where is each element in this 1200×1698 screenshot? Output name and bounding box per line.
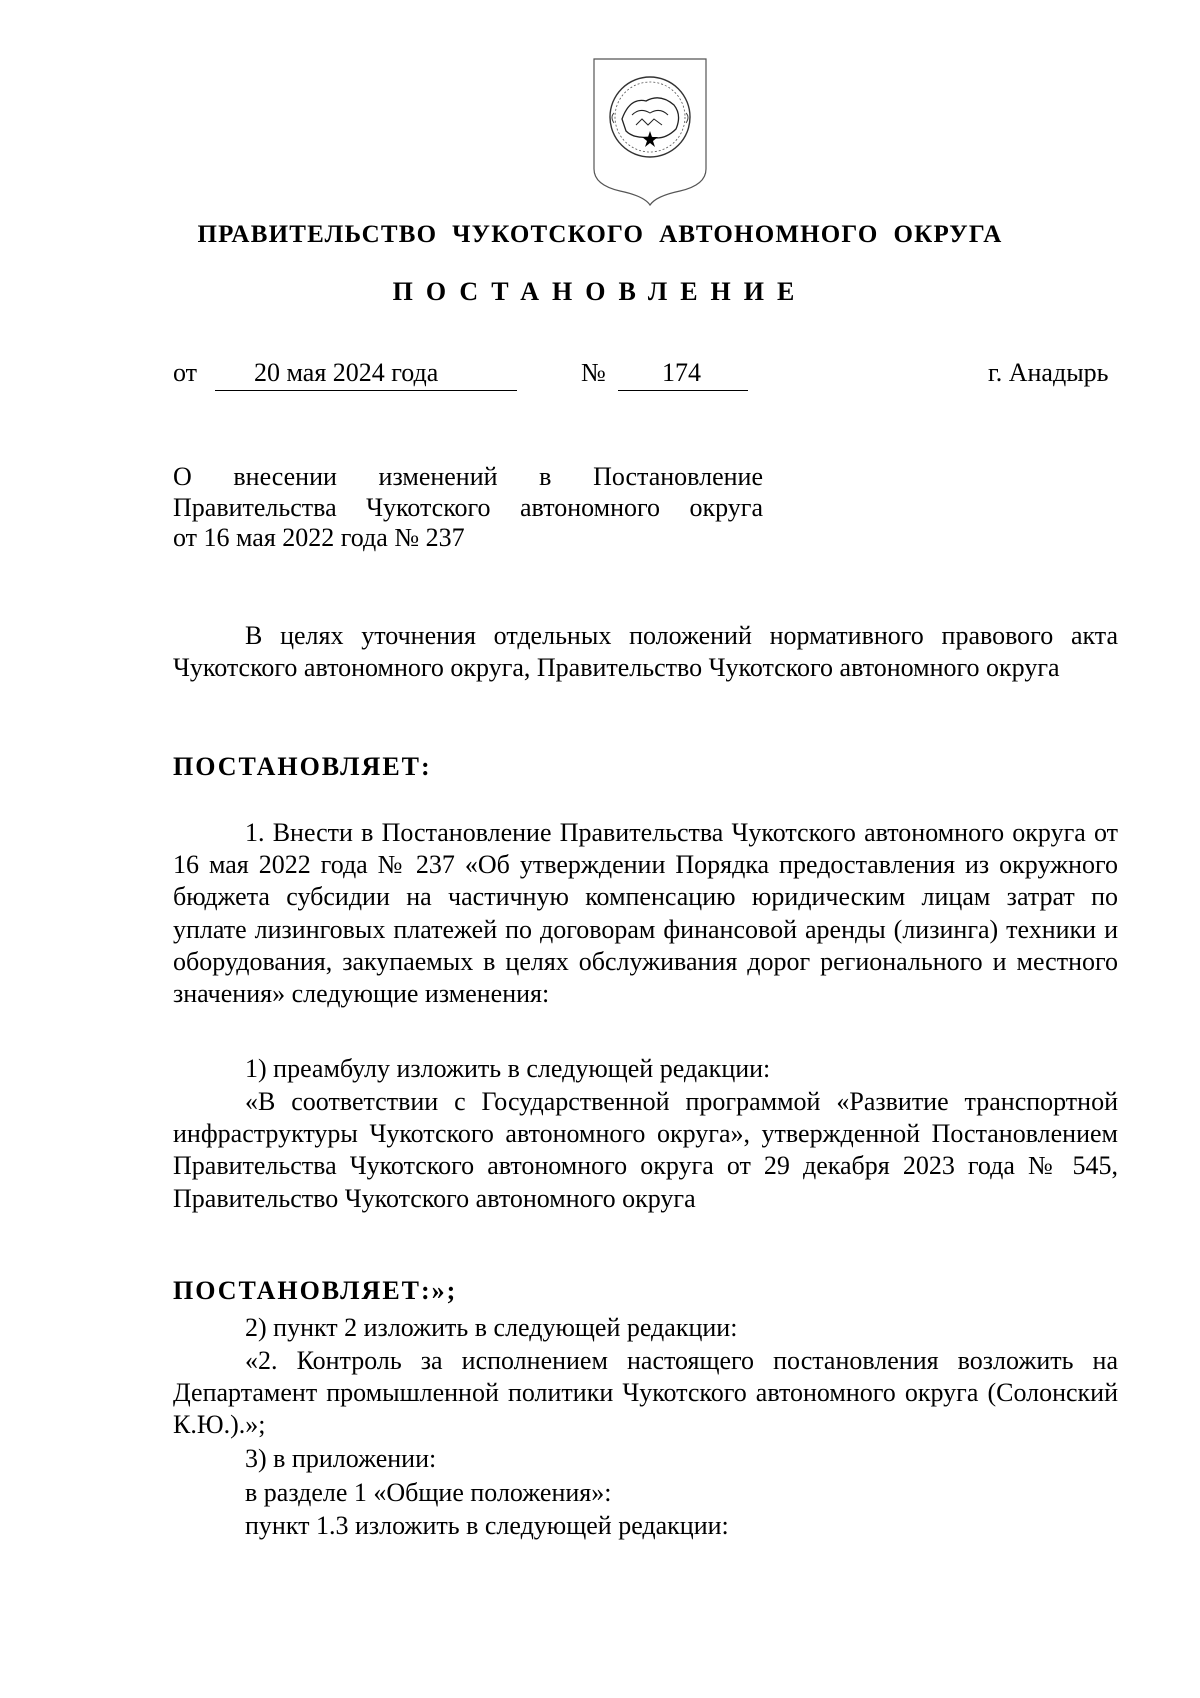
quote-control-paragraph: «2. Контроль за исполнением настоящего постановления возложить на Департамент промышленной политики Чукотского автономного округа (Солонский К.Ю.).»; <box>173 1346 1118 1440</box>
coat-of-arms-icon <box>590 57 710 207</box>
resolves-heading: ПОСТАНОВЛЯЕТ: <box>173 752 432 781</box>
sub-item-3-section: в разделе 1 «Общие положения»: <box>245 1478 612 1507</box>
preamble-paragraph: В целях уточнения отдельных положений нормативного правового акта Чукотского автономного округа, Правительство Чукотского автономного округа <box>173 621 1118 683</box>
sub-item-1: 1) преамбулу изложить в следующей редакции: <box>245 1054 771 1083</box>
resolves-quoted-heading: ПОСТАНОВЛЯЕТ:»; <box>173 1276 458 1305</box>
sub-item-2: 2) пункт 2 изложить в следующей редакции: <box>245 1313 738 1342</box>
number-label: № <box>581 358 606 387</box>
sub-item-3: 3) в приложении: <box>245 1444 437 1473</box>
document-number: 174 <box>662 358 701 387</box>
document-city: г. Анадырь <box>988 358 1109 387</box>
subject-line: О внесении изменений в Постановление <box>173 462 763 491</box>
sub-item-3-point: пункт 1.3 изложить в следующей редакции: <box>245 1511 729 1540</box>
date-prefix-label: от <box>173 358 198 387</box>
date-underline <box>215 389 517 391</box>
document-date: 20 мая 2024 года <box>254 358 439 387</box>
item-1-paragraph: 1. Внести в Постановление Правительства Чукотского автономного округа от 16 мая 2022 года № 237 «Об утверждении Порядка предоставления из окружного бюджета субсидии на частичную компенсацию юридическим лицам затрат по уплате лизинговых платежей по договорам финансовой аренды (лизинга) техники и оборудования, закупаемых в целях обслуживания дорог регионального и местного значения» следующие изменения: <box>173 818 1118 1009</box>
document-subject <box>173 462 763 554</box>
subject-line: от 16 мая 2022 года № 237 <box>173 523 465 552</box>
document-type-title: ПОСТАНОВЛЕНИЕ <box>392 277 808 306</box>
quote-preamble-paragraph: «В соответствии с Государственной программой «Развитие транспортной инфраструктуры Чукотского автономного округа», утвержденной Постановлением Правительства Чукотского автономного округа от 29 декабря 2023 года № 545, Правительство Чукотского автономного округа <box>173 1087 1118 1213</box>
government-title: ПРАВИТЕЛЬСТВО ЧУКОТСКОГО АВТОНОМНОГО ОКРУГА <box>197 221 1003 248</box>
number-underline <box>618 389 748 391</box>
subject-line: Правительства Чукотского автономного округа <box>173 492 763 522</box>
